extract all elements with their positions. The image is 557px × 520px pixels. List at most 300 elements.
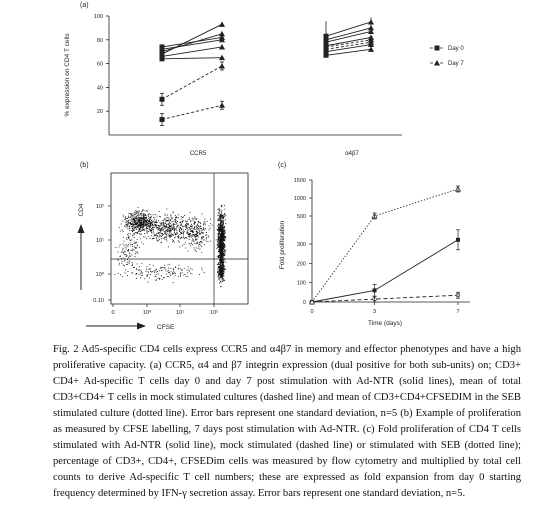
event-dot — [203, 236, 204, 237]
event-dot — [140, 226, 141, 227]
event-dot — [128, 233, 129, 234]
event-dot — [224, 266, 225, 267]
event-dot — [222, 267, 223, 268]
event-dot — [225, 269, 226, 270]
event-dot — [143, 230, 144, 231]
event-dot — [182, 273, 183, 274]
event-dot — [160, 236, 161, 237]
event-dot — [168, 264, 169, 265]
event-dot — [134, 226, 135, 227]
event-dot — [155, 224, 156, 225]
event-dot — [223, 240, 224, 241]
event-dot — [180, 233, 181, 234]
event-dot — [180, 273, 181, 274]
event-dot — [122, 276, 123, 277]
event-dot — [224, 245, 225, 246]
event-dot — [179, 231, 180, 232]
event-dot — [223, 231, 224, 232]
event-dot — [219, 268, 220, 269]
event-dot — [219, 208, 220, 209]
event-dot — [190, 226, 191, 227]
event-dot — [123, 244, 124, 245]
event-dot — [165, 219, 166, 220]
event-dot — [123, 253, 124, 254]
y-tick-label: 40 — [96, 85, 103, 92]
event-dot — [223, 280, 224, 281]
event-dot — [138, 226, 139, 227]
event-dot — [221, 240, 222, 241]
event-dot — [153, 217, 154, 218]
flow-scatter-events — [114, 205, 226, 287]
event-dot — [136, 232, 137, 233]
event-dot — [169, 224, 170, 225]
event-dot — [176, 217, 177, 218]
event-dot — [129, 260, 130, 261]
event-dot — [190, 212, 191, 213]
event-dot — [147, 219, 148, 220]
event-dot — [223, 255, 224, 256]
event-dot — [223, 248, 224, 249]
event-dot — [173, 268, 174, 269]
event-dot — [125, 218, 126, 219]
event-dot — [141, 234, 142, 235]
event-dot — [190, 246, 191, 247]
event-dot — [145, 215, 146, 216]
panel-a-legend — [430, 46, 464, 68]
event-dot — [201, 268, 202, 269]
event-dot — [134, 247, 135, 248]
event-dot — [180, 276, 181, 277]
event-dot — [156, 274, 157, 275]
event-dot — [160, 267, 161, 268]
event-dot — [137, 233, 138, 234]
y-tick-label: 500 — [296, 214, 306, 220]
event-dot — [165, 223, 166, 224]
event-dot — [148, 215, 149, 216]
event-dot — [137, 224, 138, 225]
event-dot — [220, 238, 221, 239]
event-dot — [196, 238, 197, 239]
event-dot — [217, 272, 218, 273]
event-dot — [174, 226, 175, 227]
event-dot — [177, 236, 178, 237]
event-dot — [199, 274, 200, 275]
event-dot — [183, 231, 184, 232]
event-dot — [162, 267, 163, 268]
event-dot — [221, 216, 222, 217]
x-tick-label: 3 — [373, 309, 377, 315]
event-dot — [204, 272, 205, 273]
event-dot — [180, 232, 181, 233]
event-dot — [175, 217, 176, 218]
event-dot — [188, 223, 189, 224]
event-dot — [225, 232, 226, 233]
event-dot — [123, 237, 124, 238]
event-dot — [191, 226, 192, 227]
event-dot — [135, 252, 136, 253]
event-dot — [144, 215, 145, 216]
event-dot — [220, 240, 221, 241]
event-dot — [128, 257, 129, 258]
event-dot — [147, 266, 148, 267]
event-dot — [222, 232, 223, 233]
event-dot — [169, 235, 170, 236]
event-dot — [182, 217, 183, 218]
event-dot — [133, 217, 134, 218]
event-dot — [174, 232, 175, 233]
event-dot — [219, 220, 220, 221]
event-dot — [223, 223, 224, 224]
event-dot — [184, 268, 185, 269]
event-dot — [176, 224, 177, 225]
event-dot — [222, 256, 223, 257]
event-dot — [170, 268, 171, 269]
event-dot — [124, 252, 125, 253]
event-dot — [131, 219, 132, 220]
event-dot — [148, 216, 149, 217]
event-dot — [199, 233, 200, 234]
event-dot — [162, 228, 163, 229]
event-dot — [143, 227, 144, 228]
event-dot — [164, 277, 165, 278]
event-dot — [136, 211, 137, 212]
event-dot — [134, 233, 135, 234]
event-dot — [159, 227, 160, 228]
event-dot — [127, 239, 128, 240]
event-dot — [128, 222, 129, 223]
event-dot — [158, 237, 159, 238]
event-dot — [183, 233, 184, 234]
event-dot — [158, 228, 159, 229]
event-dot — [197, 243, 198, 244]
event-dot — [219, 279, 220, 280]
event-dot — [140, 238, 141, 239]
event-dot — [124, 261, 125, 262]
event-dot — [164, 239, 165, 240]
event-dot — [166, 236, 167, 237]
event-dot — [181, 269, 182, 270]
event-dot — [121, 258, 122, 259]
event-dot — [143, 229, 144, 230]
event-dot — [160, 230, 161, 231]
event-dot — [123, 217, 124, 218]
event-dot — [143, 217, 144, 218]
event-dot — [155, 218, 156, 219]
event-dot — [141, 222, 142, 223]
event-dot — [223, 257, 224, 258]
event-dot — [162, 235, 163, 236]
event-dot — [138, 216, 139, 217]
event-dot — [146, 238, 147, 239]
event-dot — [142, 230, 143, 231]
event-dot — [177, 233, 178, 234]
event-dot — [192, 227, 193, 228]
series-line — [326, 37, 371, 45]
event-dot — [131, 230, 132, 231]
event-dot — [164, 226, 165, 227]
y-tick-label: 10⁰ — [95, 272, 104, 278]
event-dot — [137, 245, 138, 246]
event-dot — [151, 220, 152, 221]
event-dot — [132, 224, 133, 225]
event-dot — [154, 272, 155, 273]
event-dot — [135, 221, 136, 222]
event-dot — [125, 272, 126, 273]
event-dot — [144, 219, 145, 220]
event-dot — [150, 224, 151, 225]
event-dot — [129, 230, 130, 231]
event-dot — [220, 235, 221, 236]
event-dot — [162, 233, 163, 234]
event-dot — [205, 228, 206, 229]
event-dot — [177, 225, 178, 226]
event-dot — [156, 269, 157, 270]
event-dot — [141, 215, 142, 216]
event-dot — [178, 240, 179, 241]
event-dot — [225, 219, 226, 220]
event-dot — [185, 225, 186, 226]
event-dot — [146, 225, 147, 226]
event-dot — [159, 216, 160, 217]
event-dot — [149, 225, 150, 226]
event-dot — [144, 229, 145, 230]
event-dot — [137, 252, 138, 253]
event-dot — [191, 220, 192, 221]
event-dot — [221, 249, 222, 250]
event-dot — [141, 213, 142, 214]
event-dot — [139, 274, 140, 275]
event-dot — [181, 224, 182, 225]
event-dot — [223, 247, 224, 248]
event-dot — [152, 221, 153, 222]
event-dot — [218, 247, 219, 248]
event-dot — [210, 228, 211, 229]
event-dot — [220, 216, 221, 217]
event-dot — [133, 227, 134, 228]
event-dot — [131, 214, 132, 215]
y-tick-label: 100 — [296, 280, 306, 287]
event-dot — [134, 217, 135, 218]
event-dot — [195, 216, 196, 217]
event-dot — [185, 248, 186, 249]
event-dot — [173, 271, 174, 272]
event-dot — [220, 236, 221, 237]
event-dot — [135, 223, 136, 224]
event-dot — [221, 237, 222, 238]
event-dot — [169, 228, 170, 229]
event-dot — [125, 222, 126, 223]
event-dot — [148, 223, 149, 224]
event-dot — [203, 239, 204, 240]
panel-a-group-label-a4b7: α4β7 — [345, 151, 359, 157]
event-dot — [163, 229, 164, 230]
event-dot — [132, 231, 133, 232]
event-dot — [135, 228, 136, 229]
event-dot — [173, 240, 174, 241]
event-dot — [125, 225, 126, 226]
event-dot — [187, 233, 188, 234]
event-dot — [137, 218, 138, 219]
event-dot — [168, 276, 169, 277]
event-dot — [146, 220, 147, 221]
event-dot — [136, 242, 137, 243]
event-dot — [167, 221, 168, 222]
event-dot — [134, 237, 135, 238]
event-dot — [128, 237, 129, 238]
event-dot — [134, 228, 135, 229]
event-dot — [191, 243, 192, 244]
event-dot — [171, 235, 172, 236]
event-dot — [219, 255, 220, 256]
event-dot — [149, 264, 150, 265]
event-dot — [140, 213, 141, 214]
event-dot — [122, 221, 123, 222]
event-dot — [122, 251, 123, 252]
event-dot — [158, 227, 159, 228]
event-dot — [221, 270, 222, 271]
event-dot — [225, 223, 226, 224]
event-dot — [222, 227, 223, 228]
event-dot — [175, 275, 176, 276]
event-dot — [127, 228, 128, 229]
event-dot — [126, 226, 127, 227]
event-dot — [138, 213, 139, 214]
event-dot — [222, 250, 223, 251]
event-dot — [194, 228, 195, 229]
event-dot — [224, 205, 225, 206]
event-dot — [146, 227, 147, 228]
panel-c-x-axis-label: Time (days) — [367, 320, 403, 327]
event-dot — [161, 236, 162, 237]
event-dot — [197, 227, 198, 228]
event-dot — [130, 242, 131, 243]
event-dot — [195, 236, 196, 237]
event-dot — [129, 239, 130, 240]
event-dot — [221, 280, 222, 281]
event-dot — [146, 230, 147, 231]
event-dot — [219, 214, 220, 215]
event-dot — [166, 225, 167, 226]
event-dot — [172, 241, 173, 242]
event-dot — [141, 217, 142, 218]
event-dot — [201, 242, 202, 243]
event-dot — [220, 281, 221, 282]
event-dot — [221, 223, 222, 224]
event-dot — [161, 242, 162, 243]
event-dot — [189, 228, 190, 229]
event-dot — [221, 251, 222, 252]
event-dot — [142, 273, 143, 274]
event-dot — [198, 226, 199, 227]
event-dot — [223, 254, 224, 255]
event-dot — [220, 251, 221, 252]
event-dot — [152, 225, 153, 226]
event-dot — [171, 217, 172, 218]
event-dot — [192, 230, 193, 231]
event-dot — [178, 225, 179, 226]
event-dot — [138, 270, 139, 271]
event-dot — [193, 239, 194, 240]
event-dot — [222, 222, 223, 223]
event-dot — [134, 225, 135, 226]
event-dot — [131, 215, 132, 216]
event-dot — [206, 237, 207, 238]
event-dot — [193, 232, 194, 233]
event-dot — [122, 249, 123, 250]
event-dot — [138, 207, 139, 208]
event-dot — [217, 225, 218, 226]
event-dot — [218, 242, 219, 243]
event-dot — [138, 227, 139, 228]
event-dot — [144, 213, 145, 214]
event-dot — [130, 234, 131, 235]
event-dot — [222, 261, 223, 262]
event-dot — [195, 219, 196, 220]
event-dot — [121, 224, 122, 225]
event-dot — [159, 225, 160, 226]
event-dot — [185, 224, 186, 225]
event-dot — [208, 235, 209, 236]
event-dot — [147, 274, 148, 275]
day0-point — [160, 44, 165, 49]
event-dot — [185, 229, 186, 230]
y-tick-label: 10² — [96, 204, 104, 210]
event-dot — [166, 238, 167, 239]
event-dot — [139, 228, 140, 229]
event-dot — [193, 241, 194, 242]
event-dot — [181, 225, 182, 226]
event-dot — [180, 234, 181, 235]
event-dot — [168, 220, 169, 221]
event-dot — [223, 237, 224, 238]
y-tick-label: 300 — [296, 242, 306, 248]
event-dot — [140, 225, 141, 226]
event-dot — [152, 238, 153, 239]
event-dot — [223, 233, 224, 234]
event-dot — [119, 263, 120, 264]
event-dot — [126, 222, 127, 223]
event-dot — [222, 233, 223, 234]
event-dot — [134, 234, 135, 235]
event-dot — [159, 230, 160, 231]
event-dot — [146, 215, 147, 216]
event-dot — [183, 234, 184, 235]
event-dot — [209, 229, 210, 230]
event-dot — [126, 224, 127, 225]
event-dot — [173, 235, 174, 236]
event-dot — [159, 235, 160, 236]
event-dot — [133, 220, 134, 221]
event-dot — [210, 219, 211, 220]
event-dot — [197, 235, 198, 236]
event-dot — [196, 239, 197, 240]
event-dot — [145, 220, 146, 221]
event-dot — [118, 252, 119, 253]
panel-c-series — [310, 186, 461, 304]
event-dot — [176, 222, 177, 223]
event-dot — [124, 265, 125, 266]
event-dot — [203, 237, 204, 238]
event-dot — [153, 238, 154, 239]
event-dot — [221, 205, 222, 206]
event-dot — [183, 226, 184, 227]
event-dot — [220, 264, 221, 265]
event-dot — [133, 218, 134, 219]
event-dot — [153, 231, 154, 232]
event-dot — [136, 227, 137, 228]
event-dot — [220, 260, 221, 261]
event-dot — [195, 222, 196, 223]
